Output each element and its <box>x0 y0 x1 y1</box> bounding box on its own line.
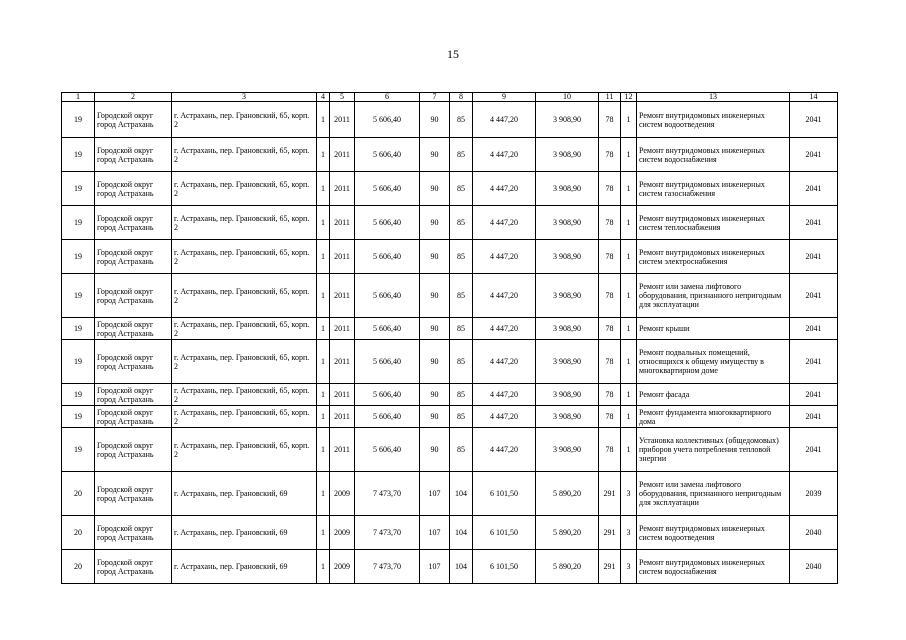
col-residents: 78 <box>599 274 621 318</box>
col-4: 1 <box>317 550 330 584</box>
col-planned-year: 2041 <box>790 318 838 340</box>
col-work-type: Ремонт внутридомовых инженерных систем водоотведения <box>637 516 790 550</box>
col-index: 19 <box>62 340 95 384</box>
col-municipality: Городской округ город Астрахань <box>95 384 172 406</box>
col-residents: 78 <box>599 384 621 406</box>
col-area-10: 5 890,20 <box>536 550 599 584</box>
col-7: 90 <box>420 318 450 340</box>
col-year: 2011 <box>330 206 355 240</box>
table-row <box>62 172 838 206</box>
col-total-area: 5 606,40 <box>355 318 420 340</box>
col-area-10: 3 908,90 <box>536 206 599 240</box>
col-municipality: Городской округ город Астрахань <box>95 240 172 274</box>
col-planned-year: 2041 <box>790 172 838 206</box>
col-total-area: 5 606,40 <box>355 138 420 172</box>
col-12: 3 <box>621 550 637 584</box>
col-4: 1 <box>317 384 330 406</box>
col-12: 1 <box>621 318 637 340</box>
col-index: 20 <box>62 472 95 516</box>
page-number: 15 <box>447 47 459 61</box>
col-planned-year: 2041 <box>790 102 838 138</box>
col-work-type: Ремонт или замена лифтового оборудования, признанного непригодным для эксплуатации <box>637 274 790 318</box>
col-total-area: 5 606,40 <box>355 172 420 206</box>
table-row <box>62 206 838 240</box>
column-header: 13 <box>637 93 790 102</box>
col-area-9: 4 447,20 <box>473 274 536 318</box>
col-7: 90 <box>420 406 450 428</box>
col-municipality: Городской округ город Астрахань <box>95 102 172 138</box>
col-8: 104 <box>450 516 473 550</box>
col-area-9: 4 447,20 <box>473 172 536 206</box>
col-8: 85 <box>450 172 473 206</box>
col-work-type: Ремонт или замена лифтового оборудования, признанного непригодным для эксплуатации <box>637 472 790 516</box>
col-municipality: Городской округ город Астрахань <box>95 274 172 318</box>
col-residents: 78 <box>599 240 621 274</box>
col-total-area: 5 606,40 <box>355 406 420 428</box>
col-area-10: 3 908,90 <box>536 172 599 206</box>
col-municipality: Городской округ город Астрахань <box>95 340 172 384</box>
col-total-area: 7 473,70 <box>355 472 420 516</box>
table-row <box>62 550 838 584</box>
col-area-10: 3 908,90 <box>536 274 599 318</box>
table-row <box>62 318 838 340</box>
col-area-9: 4 447,20 <box>473 318 536 340</box>
col-12: 1 <box>621 274 637 318</box>
column-header: 5 <box>330 93 355 102</box>
col-index: 19 <box>62 102 95 138</box>
col-residents: 78 <box>599 428 621 472</box>
col-residents: 78 <box>599 102 621 138</box>
table-row <box>62 138 838 172</box>
col-index: 19 <box>62 206 95 240</box>
col-8: 85 <box>450 428 473 472</box>
col-planned-year: 2039 <box>790 472 838 516</box>
repair-schedule-table <box>61 92 838 584</box>
table-row <box>62 406 838 428</box>
col-address: г. Астрахань, пер. Грановский, 65, корп. 2 <box>172 340 317 384</box>
col-address: г. Астрахань, пер. Грановский, 65, корп. 2 <box>172 172 317 206</box>
col-4: 1 <box>317 472 330 516</box>
col-7: 90 <box>420 102 450 138</box>
col-4: 1 <box>317 340 330 384</box>
col-planned-year: 2041 <box>790 206 838 240</box>
column-header: 9 <box>473 93 536 102</box>
table-row <box>62 274 838 318</box>
col-12: 1 <box>621 384 637 406</box>
col-4: 1 <box>317 318 330 340</box>
col-index: 19 <box>62 318 95 340</box>
col-work-type: Установка коллективных (общедомовых) приборов учета потребления тепловой энергии <box>637 428 790 472</box>
col-planned-year: 2041 <box>790 138 838 172</box>
col-area-10: 3 908,90 <box>536 318 599 340</box>
column-header: 10 <box>536 93 599 102</box>
col-planned-year: 2041 <box>790 384 838 406</box>
col-12: 1 <box>621 138 637 172</box>
col-12: 3 <box>621 472 637 516</box>
col-4: 1 <box>317 172 330 206</box>
col-year: 2009 <box>330 472 355 516</box>
col-7: 90 <box>420 240 450 274</box>
col-area-9: 4 447,20 <box>473 384 536 406</box>
col-work-type: Ремонт подвальных помещений, относящихся к общему имуществу в многоквартирном доме <box>637 340 790 384</box>
col-work-type: Ремонт внутридомовых инженерных систем водоснабжения <box>637 138 790 172</box>
column-header: 11 <box>599 93 621 102</box>
col-area-9: 4 447,20 <box>473 340 536 384</box>
col-8: 85 <box>450 240 473 274</box>
col-area-10: 3 908,90 <box>536 102 599 138</box>
col-7: 90 <box>420 138 450 172</box>
col-work-type: Ремонт фундамента многоквартирного дома <box>637 406 790 428</box>
col-address: г. Астрахань, пер. Грановский, 69 <box>172 550 317 584</box>
col-area-10: 5 890,20 <box>536 516 599 550</box>
col-area-9: 4 447,20 <box>473 102 536 138</box>
col-12: 1 <box>621 206 637 240</box>
col-index: 20 <box>62 550 95 584</box>
header-row <box>62 93 838 102</box>
col-municipality: Городской округ город Астрахань <box>95 472 172 516</box>
col-7: 107 <box>420 516 450 550</box>
col-planned-year: 2040 <box>790 550 838 584</box>
col-4: 1 <box>317 406 330 428</box>
col-12: 1 <box>621 428 637 472</box>
col-total-area: 5 606,40 <box>355 274 420 318</box>
col-work-type: Ремонт внутридомовых инженерных систем газоснабжения <box>637 172 790 206</box>
col-work-type: Ремонт внутридомовых инженерных систем водоснабжения <box>637 550 790 584</box>
col-area-10: 3 908,90 <box>536 428 599 472</box>
column-header: 8 <box>450 93 473 102</box>
col-address: г. Астрахань, пер. Грановский, 65, корп. 2 <box>172 138 317 172</box>
col-residents: 78 <box>599 138 621 172</box>
col-12: 1 <box>621 240 637 274</box>
col-area-10: 3 908,90 <box>536 406 599 428</box>
col-area-10: 3 908,90 <box>536 340 599 384</box>
col-year: 2011 <box>330 406 355 428</box>
col-municipality: Городской округ город Астрахань <box>95 550 172 584</box>
col-address: г. Астрахань, пер. Грановский, 65, корп. 2 <box>172 206 317 240</box>
col-7: 90 <box>420 172 450 206</box>
col-area-10: 5 890,20 <box>536 472 599 516</box>
col-area-9: 6 101,50 <box>473 472 536 516</box>
col-residents: 291 <box>599 516 621 550</box>
col-7: 90 <box>420 206 450 240</box>
col-index: 19 <box>62 138 95 172</box>
col-7: 90 <box>420 274 450 318</box>
col-year: 2011 <box>330 274 355 318</box>
col-year: 2011 <box>330 102 355 138</box>
col-address: г. Астрахань, пер. Грановский, 69 <box>172 472 317 516</box>
column-header: 12 <box>621 93 637 102</box>
col-total-area: 5 606,40 <box>355 206 420 240</box>
col-address: г. Астрахань, пер. Грановский, 65, корп. 2 <box>172 102 317 138</box>
col-residents: 78 <box>599 318 621 340</box>
col-residents: 291 <box>599 472 621 516</box>
table-row <box>62 340 838 384</box>
col-index: 19 <box>62 172 95 206</box>
col-planned-year: 2041 <box>790 340 838 384</box>
column-header: 7 <box>420 93 450 102</box>
col-year: 2011 <box>330 428 355 472</box>
col-address: г. Астрахань, пер. Грановский, 65, корп. 2 <box>172 318 317 340</box>
col-total-area: 5 606,40 <box>355 428 420 472</box>
col-area-10: 3 908,90 <box>536 240 599 274</box>
col-residents: 78 <box>599 206 621 240</box>
column-header: 4 <box>317 93 330 102</box>
col-year: 2009 <box>330 516 355 550</box>
table-row <box>62 102 838 138</box>
table-row <box>62 240 838 274</box>
table-row <box>62 516 838 550</box>
col-8: 85 <box>450 384 473 406</box>
col-index: 19 <box>62 384 95 406</box>
col-address: г. Астрахань, пер. Грановский, 65, корп. 2 <box>172 384 317 406</box>
col-residents: 78 <box>599 340 621 384</box>
col-work-type: Ремонт фасада <box>637 384 790 406</box>
col-4: 1 <box>317 206 330 240</box>
column-header: 2 <box>95 93 172 102</box>
col-municipality: Городской округ город Астрахань <box>95 318 172 340</box>
table-row <box>62 384 838 406</box>
col-year: 2011 <box>330 340 355 384</box>
col-work-type: Ремонт внутридомовых инженерных систем электроснабжения <box>637 240 790 274</box>
table-row <box>62 472 838 516</box>
column-header: 3 <box>172 93 317 102</box>
col-8: 85 <box>450 138 473 172</box>
col-index: 19 <box>62 428 95 472</box>
col-12: 1 <box>621 102 637 138</box>
col-index: 19 <box>62 274 95 318</box>
col-year: 2011 <box>330 172 355 206</box>
col-4: 1 <box>317 102 330 138</box>
col-planned-year: 2041 <box>790 428 838 472</box>
col-year: 2011 <box>330 138 355 172</box>
col-total-area: 5 606,40 <box>355 384 420 406</box>
col-8: 85 <box>450 340 473 384</box>
col-8: 85 <box>450 318 473 340</box>
col-7: 107 <box>420 550 450 584</box>
col-area-9: 4 447,20 <box>473 138 536 172</box>
col-municipality: Городской округ город Астрахань <box>95 516 172 550</box>
column-header: 1 <box>62 93 95 102</box>
col-year: 2011 <box>330 384 355 406</box>
col-8: 104 <box>450 550 473 584</box>
col-8: 85 <box>450 274 473 318</box>
col-residents: 78 <box>599 406 621 428</box>
col-municipality: Городской округ город Астрахань <box>95 138 172 172</box>
col-12: 3 <box>621 516 637 550</box>
col-4: 1 <box>317 516 330 550</box>
col-7: 90 <box>420 384 450 406</box>
col-7: 90 <box>420 428 450 472</box>
col-municipality: Городской округ город Астрахань <box>95 428 172 472</box>
col-8: 85 <box>450 406 473 428</box>
column-header: 6 <box>355 93 420 102</box>
col-work-type: Ремонт внутридомовых инженерных систем теплоснабжения <box>637 206 790 240</box>
col-work-type: Ремонт внутридомовых инженерных систем водоотведения <box>637 102 790 138</box>
col-planned-year: 2041 <box>790 274 838 318</box>
col-8: 104 <box>450 472 473 516</box>
col-municipality: Городской округ город Астрахань <box>95 206 172 240</box>
col-8: 85 <box>450 102 473 138</box>
col-residents: 78 <box>599 172 621 206</box>
col-municipality: Городской округ город Астрахань <box>95 406 172 428</box>
col-planned-year: 2041 <box>790 240 838 274</box>
col-area-10: 3 908,90 <box>536 384 599 406</box>
col-index: 19 <box>62 406 95 428</box>
col-planned-year: 2041 <box>790 406 838 428</box>
col-address: г. Астрахань, пер. Грановский, 65, корп. 2 <box>172 406 317 428</box>
col-4: 1 <box>317 138 330 172</box>
col-area-10: 3 908,90 <box>536 138 599 172</box>
col-municipality: Городской округ город Астрахань <box>95 172 172 206</box>
col-total-area: 5 606,40 <box>355 102 420 138</box>
col-residents: 291 <box>599 550 621 584</box>
col-year: 2011 <box>330 240 355 274</box>
column-header: 14 <box>790 93 838 102</box>
col-index: 19 <box>62 240 95 274</box>
col-year: 2011 <box>330 318 355 340</box>
col-7: 107 <box>420 472 450 516</box>
table-row <box>62 428 838 472</box>
col-4: 1 <box>317 240 330 274</box>
col-area-9: 4 447,20 <box>473 206 536 240</box>
col-address: г. Астрахань, пер. Грановский, 69 <box>172 516 317 550</box>
col-12: 1 <box>621 172 637 206</box>
col-address: г. Астрахань, пер. Грановский, 65, корп. 2 <box>172 428 317 472</box>
col-area-9: 6 101,50 <box>473 550 536 584</box>
col-area-9: 4 447,20 <box>473 406 536 428</box>
col-7: 90 <box>420 340 450 384</box>
col-total-area: 5 606,40 <box>355 340 420 384</box>
col-work-type: Ремонт крыши <box>637 318 790 340</box>
col-4: 1 <box>317 428 330 472</box>
col-area-9: 4 447,20 <box>473 240 536 274</box>
col-12: 1 <box>621 406 637 428</box>
col-planned-year: 2040 <box>790 516 838 550</box>
col-4: 1 <box>317 274 330 318</box>
col-index: 20 <box>62 516 95 550</box>
col-total-area: 7 473,70 <box>355 516 420 550</box>
col-year: 2009 <box>330 550 355 584</box>
col-area-9: 4 447,20 <box>473 428 536 472</box>
col-address: г. Астрахань, пер. Грановский, 65, корп. 2 <box>172 240 317 274</box>
col-8: 85 <box>450 206 473 240</box>
col-area-9: 6 101,50 <box>473 516 536 550</box>
col-address: г. Астрахань, пер. Грановский, 65, корп. 2 <box>172 274 317 318</box>
col-12: 1 <box>621 340 637 384</box>
col-total-area: 5 606,40 <box>355 240 420 274</box>
col-total-area: 7 473,70 <box>355 550 420 584</box>
